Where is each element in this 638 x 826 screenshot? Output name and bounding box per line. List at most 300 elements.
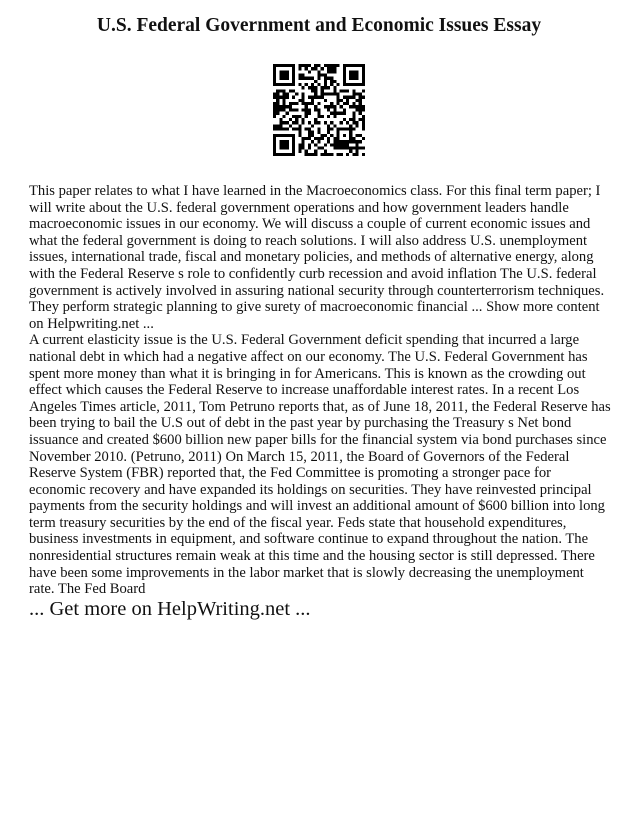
qr-module: [302, 143, 305, 146]
qr-module: [362, 105, 365, 108]
qr-module: [289, 105, 292, 108]
qr-module: [333, 108, 336, 111]
qr-module: [305, 115, 308, 118]
qr-module: [343, 77, 346, 80]
qr-module: [302, 74, 305, 77]
qr-module: [321, 137, 324, 140]
qr-module: [327, 70, 330, 73]
qr-module: [273, 134, 276, 137]
qr-module: [311, 134, 314, 137]
qr-module: [298, 64, 301, 67]
qr-module: [311, 83, 314, 86]
qr-module: [311, 99, 314, 102]
qr-module: [333, 89, 336, 92]
qr-module: [352, 105, 355, 108]
qr-module: [330, 102, 333, 105]
qr-module: [295, 93, 298, 96]
qr-module: [298, 150, 301, 153]
qr-module: [298, 134, 301, 137]
qr-module: [340, 146, 343, 149]
qr-module: [289, 124, 292, 127]
qr-module: [359, 134, 362, 137]
qr-module: [273, 146, 276, 149]
qr-module: [276, 64, 279, 67]
qr-module: [298, 83, 301, 86]
qr-module: [283, 70, 286, 73]
qr-module: [286, 96, 289, 99]
qr-module: [283, 105, 286, 108]
qr-module: [273, 93, 276, 96]
qr-module: [321, 134, 324, 137]
qr-module: [305, 112, 308, 115]
qr-module: [317, 127, 320, 130]
qr-module: [273, 140, 276, 143]
qr-module: [333, 67, 336, 70]
qr-module: [305, 102, 308, 105]
qr-module: [292, 140, 295, 143]
qr-module: [330, 127, 333, 130]
qr-module: [276, 89, 279, 92]
qr-module: [352, 102, 355, 105]
qr-module: [317, 77, 320, 80]
qr-module: [343, 96, 346, 99]
qr-module: [308, 112, 311, 115]
qr-module: [317, 140, 320, 143]
qr-module: [302, 137, 305, 140]
qr-module: [352, 83, 355, 86]
qr-module: [273, 70, 276, 73]
qr-module: [283, 140, 286, 143]
qr-module: [362, 64, 365, 67]
qr-module: [355, 143, 358, 146]
qr-module: [324, 77, 327, 80]
qr-module: [292, 153, 295, 156]
qr-module: [359, 140, 362, 143]
qr-module: [273, 96, 276, 99]
qr-module: [286, 112, 289, 115]
qr-module: [324, 64, 327, 67]
qr-module: [321, 115, 324, 118]
qr-module: [273, 150, 276, 153]
qr-module: [292, 96, 295, 99]
qr-module: [336, 146, 339, 149]
qr-module: [324, 121, 327, 124]
qr-module: [273, 105, 276, 108]
qr-module: [349, 64, 352, 67]
qr-module: [286, 146, 289, 149]
qr-module: [302, 96, 305, 99]
qr-module: [352, 153, 355, 156]
qr-module: [324, 93, 327, 96]
qr-module: [349, 83, 352, 86]
qr-module: [273, 64, 276, 67]
qr-module: [292, 137, 295, 140]
qr-module: [308, 153, 311, 156]
qr-module: [302, 64, 305, 67]
qr-module: [305, 64, 308, 67]
qr-module: [286, 70, 289, 73]
get-more-link[interactable]: ... Get more on HelpWriting.net ...: [29, 598, 311, 620]
qr-module: [349, 96, 352, 99]
qr-module: [298, 115, 301, 118]
qr-module: [340, 99, 343, 102]
qr-module: [330, 143, 333, 146]
qr-module: [324, 150, 327, 153]
qr-module: [352, 77, 355, 80]
qr-module: [298, 67, 301, 70]
qr-module: [298, 74, 301, 77]
qr-module: [330, 134, 333, 137]
qr-module: [336, 93, 339, 96]
qr-module: [295, 108, 298, 111]
qr-module: [349, 124, 352, 127]
qr-module: [359, 102, 362, 105]
qr-module: [352, 96, 355, 99]
qr-module: [276, 134, 279, 137]
qr-module: [292, 67, 295, 70]
qr-module: [308, 108, 311, 111]
qr-module: [292, 80, 295, 83]
qr-module: [340, 140, 343, 143]
qr-module: [349, 150, 352, 153]
qr-module: [343, 127, 346, 130]
qr-module: [308, 96, 311, 99]
qr-module: [279, 127, 282, 130]
qr-module: [317, 137, 320, 140]
qr-module: [343, 102, 346, 105]
qr-module: [321, 96, 324, 99]
qr-module: [362, 124, 365, 127]
qr-module: [362, 74, 365, 77]
qr-module: [330, 112, 333, 115]
qr-module: [349, 70, 352, 73]
qr-module: [314, 108, 317, 111]
qr-module: [317, 102, 320, 105]
qr-module: [340, 121, 343, 124]
qr-module: [346, 99, 349, 102]
qr-module: [355, 150, 358, 153]
qr-module: [283, 64, 286, 67]
qr-module: [283, 96, 286, 99]
qr-module: [346, 89, 349, 92]
qr-module: [273, 67, 276, 70]
qr-module: [283, 77, 286, 80]
qr-module: [276, 124, 279, 127]
qr-module: [324, 143, 327, 146]
qr-module: [330, 121, 333, 124]
qr-module: [273, 127, 276, 130]
qr-module: [349, 118, 352, 121]
qr-module: [343, 146, 346, 149]
qr-module: [308, 146, 311, 149]
qr-module: [355, 77, 358, 80]
qr-module: [283, 153, 286, 156]
qr-module: [292, 146, 295, 149]
qr-module: [286, 83, 289, 86]
qr-module: [359, 118, 362, 121]
qr-module: [362, 146, 365, 149]
qr-module: [273, 143, 276, 146]
qr-module: [343, 112, 346, 115]
qr-module: [298, 99, 301, 102]
qr-module: [292, 150, 295, 153]
qr-module: [349, 134, 352, 137]
qr-module: [355, 140, 358, 143]
qr-module: [333, 93, 336, 96]
qr-module: [362, 70, 365, 73]
qr-module: [343, 89, 346, 92]
qr-module: [355, 83, 358, 86]
qr-module: [283, 93, 286, 96]
qr-module: [324, 105, 327, 108]
qr-module: [286, 64, 289, 67]
qr-module: [279, 153, 282, 156]
qr-module: [340, 153, 343, 156]
qr-module: [295, 115, 298, 118]
qr-module: [359, 146, 362, 149]
qr-module: [336, 127, 339, 130]
qr-module: [333, 143, 336, 146]
qr-module: [276, 108, 279, 111]
qr-module: [289, 102, 292, 105]
qr-module: [355, 70, 358, 73]
qr-module: [302, 99, 305, 102]
qr-module: [302, 77, 305, 80]
qr-module: [276, 153, 279, 156]
qr-module: [333, 105, 336, 108]
qr-module: [314, 143, 317, 146]
qr-module: [327, 105, 330, 108]
qr-module: [279, 118, 282, 121]
qr-module: [327, 77, 330, 80]
qr-module: [327, 140, 330, 143]
qr-module: [286, 77, 289, 80]
qr-module: [346, 102, 349, 105]
qr-module: [276, 127, 279, 130]
qr-module: [286, 127, 289, 130]
qr-module: [352, 89, 355, 92]
qr-module: [355, 99, 358, 102]
qr-module: [308, 102, 311, 105]
qr-module: [302, 86, 305, 89]
qr-module: [362, 77, 365, 80]
qr-module: [314, 89, 317, 92]
qr-module: [273, 83, 276, 86]
qr-module: [311, 140, 314, 143]
qr-module: [314, 80, 317, 83]
qr-module: [302, 121, 305, 124]
qr-module: [336, 140, 339, 143]
essay-body: [29, 183, 611, 598]
qr-module: [292, 102, 295, 105]
qr-module: [362, 121, 365, 124]
qr-module: [321, 86, 324, 89]
qr-module: [298, 131, 301, 134]
qr-module: [355, 121, 358, 124]
qr-module: [286, 121, 289, 124]
qr-module: [292, 143, 295, 146]
qr-module: [311, 96, 314, 99]
qr-module: [279, 74, 282, 77]
qr-module: [314, 137, 317, 140]
qr-module: [305, 127, 308, 130]
qr-module: [308, 64, 311, 67]
qr-module: [283, 74, 286, 77]
qr-module: [324, 153, 327, 156]
qr-module: [305, 153, 308, 156]
qr-module: [324, 86, 327, 89]
qr-module: [308, 137, 311, 140]
qr-module: [311, 77, 314, 80]
qr-module: [327, 124, 330, 127]
qr-module: [359, 99, 362, 102]
qr-module: [305, 67, 308, 70]
qr-module: [362, 115, 365, 118]
qr-module: [308, 70, 311, 73]
qr-module: [346, 96, 349, 99]
qr-module: [355, 146, 358, 149]
qr-module: [346, 83, 349, 86]
qr-module: [352, 115, 355, 118]
qr-code-graphic: [273, 64, 365, 156]
qr-module: [340, 89, 343, 92]
qr-module: [355, 93, 358, 96]
qr-module: [279, 134, 282, 137]
qr-module: [336, 137, 339, 140]
qr-module: [283, 99, 286, 102]
qr-module: [279, 143, 282, 146]
qr-module: [340, 143, 343, 146]
qr-module: [298, 124, 301, 127]
qr-module: [346, 146, 349, 149]
qr-module: [317, 131, 320, 134]
qr-module: [352, 127, 355, 130]
qr-module: [311, 102, 314, 105]
qr-module: [362, 83, 365, 86]
qr-module: [336, 99, 339, 102]
qr-module: [292, 83, 295, 86]
qr-module: [336, 64, 339, 67]
qr-module: [343, 108, 346, 111]
qr-module: [314, 150, 317, 153]
qr-module: [279, 140, 282, 143]
qr-module: [289, 64, 292, 67]
qr-module: [340, 105, 343, 108]
qr-module: [352, 140, 355, 143]
qr-module: [327, 93, 330, 96]
qr-module: [273, 153, 276, 156]
qr-module: [276, 96, 279, 99]
qr-module: [308, 143, 311, 146]
qr-module: [273, 74, 276, 77]
qr-module: [333, 137, 336, 140]
qr-module: [346, 143, 349, 146]
qr-module: [324, 99, 327, 102]
qr-module: [343, 70, 346, 73]
qr-module: [289, 153, 292, 156]
page-title: U.S. Federal Government and Economic Issues Essay: [96, 15, 542, 36]
qr-module: [362, 137, 365, 140]
qr-module: [305, 77, 308, 80]
qr-module: [336, 83, 339, 86]
qr-module: [359, 96, 362, 99]
qr-module: [333, 146, 336, 149]
qr-module: [343, 80, 346, 83]
qr-module: [289, 118, 292, 121]
qr-module: [355, 108, 358, 111]
qr-module: [289, 108, 292, 111]
qr-module: [324, 74, 327, 77]
qr-module: [343, 67, 346, 70]
qr-module: [362, 89, 365, 92]
qr-module: [317, 64, 320, 67]
qr-module: [349, 74, 352, 77]
qr-module: [359, 83, 362, 86]
qr-module: [314, 105, 317, 108]
qr-module: [349, 131, 352, 134]
qr-module: [279, 77, 282, 80]
qr-module: [321, 89, 324, 92]
qr-module: [305, 137, 308, 140]
qr-module: [305, 105, 308, 108]
qr-module: [352, 121, 355, 124]
qr-module: [336, 153, 339, 156]
qr-module: [276, 93, 279, 96]
qr-module: [286, 93, 289, 96]
qr-module: [286, 153, 289, 156]
qr-module: [314, 121, 317, 124]
qr-module: [276, 99, 279, 102]
qr-module: [336, 131, 339, 134]
qr-module: [273, 115, 276, 118]
qr-module: [273, 77, 276, 80]
qr-module: [346, 64, 349, 67]
qr-module: [283, 127, 286, 130]
qr-module: [295, 121, 298, 124]
qr-module: [362, 127, 365, 130]
qr-module: [352, 137, 355, 140]
qr-module: [302, 102, 305, 105]
qr-module: [327, 67, 330, 70]
qr-module: [308, 121, 311, 124]
qr-module: [355, 74, 358, 77]
qr-module: [292, 70, 295, 73]
qr-module: [314, 118, 317, 121]
qr-module: [349, 127, 352, 130]
qr-module: [302, 118, 305, 121]
qr-module: [298, 127, 301, 130]
qr-module: [292, 74, 295, 77]
qr-module: [330, 77, 333, 80]
qr-module: [317, 70, 320, 73]
qr-module: [336, 112, 339, 115]
qr-module: [327, 108, 330, 111]
qr-module: [352, 93, 355, 96]
qr-module: [302, 93, 305, 96]
qr-module: [283, 134, 286, 137]
qr-module: [279, 89, 282, 92]
qr-module: [317, 146, 320, 149]
qr-module: [279, 105, 282, 108]
qr-module: [333, 80, 336, 83]
qr-module: [279, 96, 282, 99]
qr-module: [283, 143, 286, 146]
qr-module: [292, 77, 295, 80]
qr-module: [305, 108, 308, 111]
qr-module: [311, 153, 314, 156]
qr-module: [286, 143, 289, 146]
qr-module: [330, 80, 333, 83]
